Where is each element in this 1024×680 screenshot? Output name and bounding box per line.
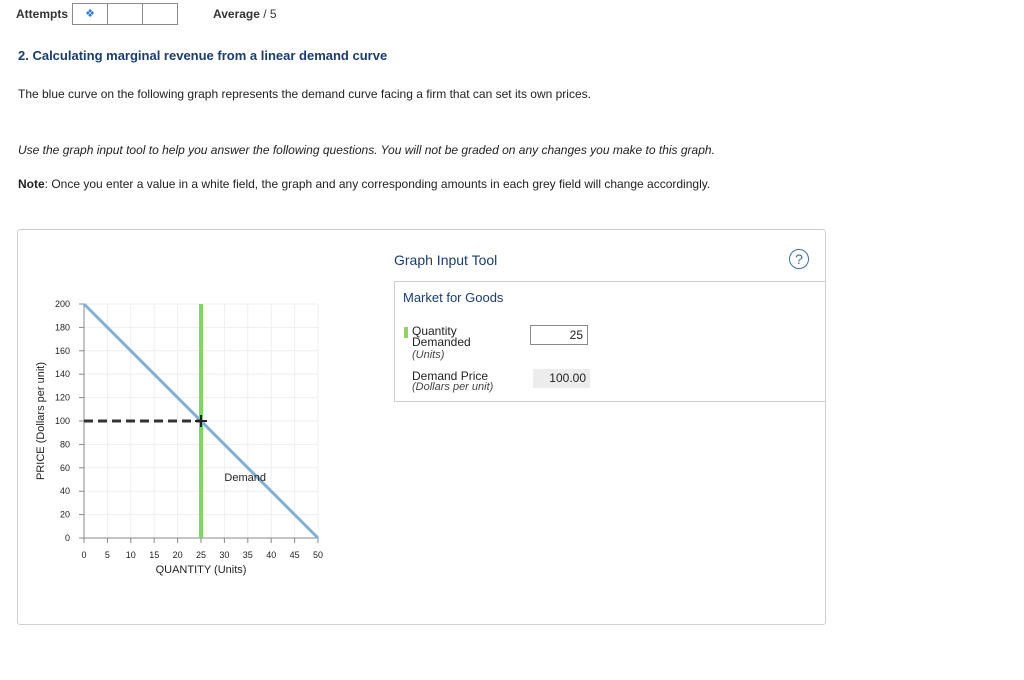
attempt-box (142, 3, 178, 25)
note-text (18, 177, 710, 191)
graph-input-tool (394, 281, 826, 402)
y-tick-label: 0 (64, 533, 70, 543)
y-tick-label: 140 (54, 369, 70, 380)
demand-price-value: 100.00 (533, 369, 590, 388)
note-label: Note (18, 177, 45, 191)
attempt-box (72, 3, 108, 25)
x-tick-label: 5 (104, 550, 110, 560)
attempts-label: Attempts (16, 7, 69, 21)
price-units-label: (Dollars per unit) (412, 381, 494, 393)
x-tick-label: 0 (81, 550, 87, 560)
y-tick-label: 20 (59, 509, 70, 520)
question-text: The blue curve on the following graph represents the demand curve facing a firm that can set its own prices. (18, 87, 591, 101)
diamond-cluster-icon: ❖ (85, 7, 95, 20)
y-axis-label: PRICE (Dollars per unit) (35, 362, 47, 480)
y-tick-label: 120 (54, 392, 70, 403)
graph-panel (17, 229, 826, 625)
x-tick-label: 40 (266, 550, 277, 560)
y-tick-label: 160 (54, 345, 70, 356)
x-tick-label: 50 (312, 550, 324, 560)
y-tick-label: 40 (59, 486, 70, 497)
demand-curve-label: Demand (224, 471, 266, 484)
quantity-color-marker (404, 327, 408, 338)
note-body: : Once you enter a value in a white field, the graph and any corresponding amounts in each grey field will change accordingly. (44, 177, 711, 191)
y-tick-label: 100 (54, 416, 70, 426)
x-tick-label: 30 (219, 550, 230, 560)
x-tick-label: 25 (195, 550, 207, 560)
average-value: / 5 (263, 7, 277, 21)
attempts-bar (16, 3, 178, 25)
y-tick-label: 200 (54, 299, 70, 309)
y-tick-label: 80 (59, 439, 70, 450)
quantity-demanded-input[interactable] (530, 325, 588, 345)
market-title: Market for Goods (403, 290, 504, 305)
question-title: 2. Calculating marginal revenue from a linear demand curve (18, 48, 388, 63)
y-tick-label: 180 (54, 322, 70, 333)
demand-chart[interactable] (18, 230, 388, 624)
x-tick-label: 10 (125, 550, 136, 560)
x-tick-label: 45 (289, 550, 300, 560)
graph-input-tool-title: Graph Input Tool (394, 252, 498, 268)
quantity-demanded-label: Quantity Demanded (412, 324, 471, 349)
x-tick-label: 15 (149, 550, 160, 560)
y-tick-label: 60 (59, 462, 70, 473)
x-tick-label: 20 (172, 550, 183, 560)
x-axis-label: QUANTITY (Units) (155, 564, 247, 576)
help-icon[interactable]: ? (789, 249, 809, 269)
graph-area[interactable] (18, 230, 388, 624)
attempt-boxes (72, 3, 178, 25)
quantity-units-label: (Units) (412, 349, 445, 361)
demand-price-label: Demand Price (412, 369, 489, 383)
x-tick-label: 35 (242, 550, 253, 560)
instruction-text: Use the graph input tool to help you answer the following questions. You will not be graded on any changes you make to this graph. (18, 143, 715, 157)
attempt-box (107, 3, 143, 25)
average-score (213, 7, 277, 21)
average-label: Average (213, 7, 260, 21)
